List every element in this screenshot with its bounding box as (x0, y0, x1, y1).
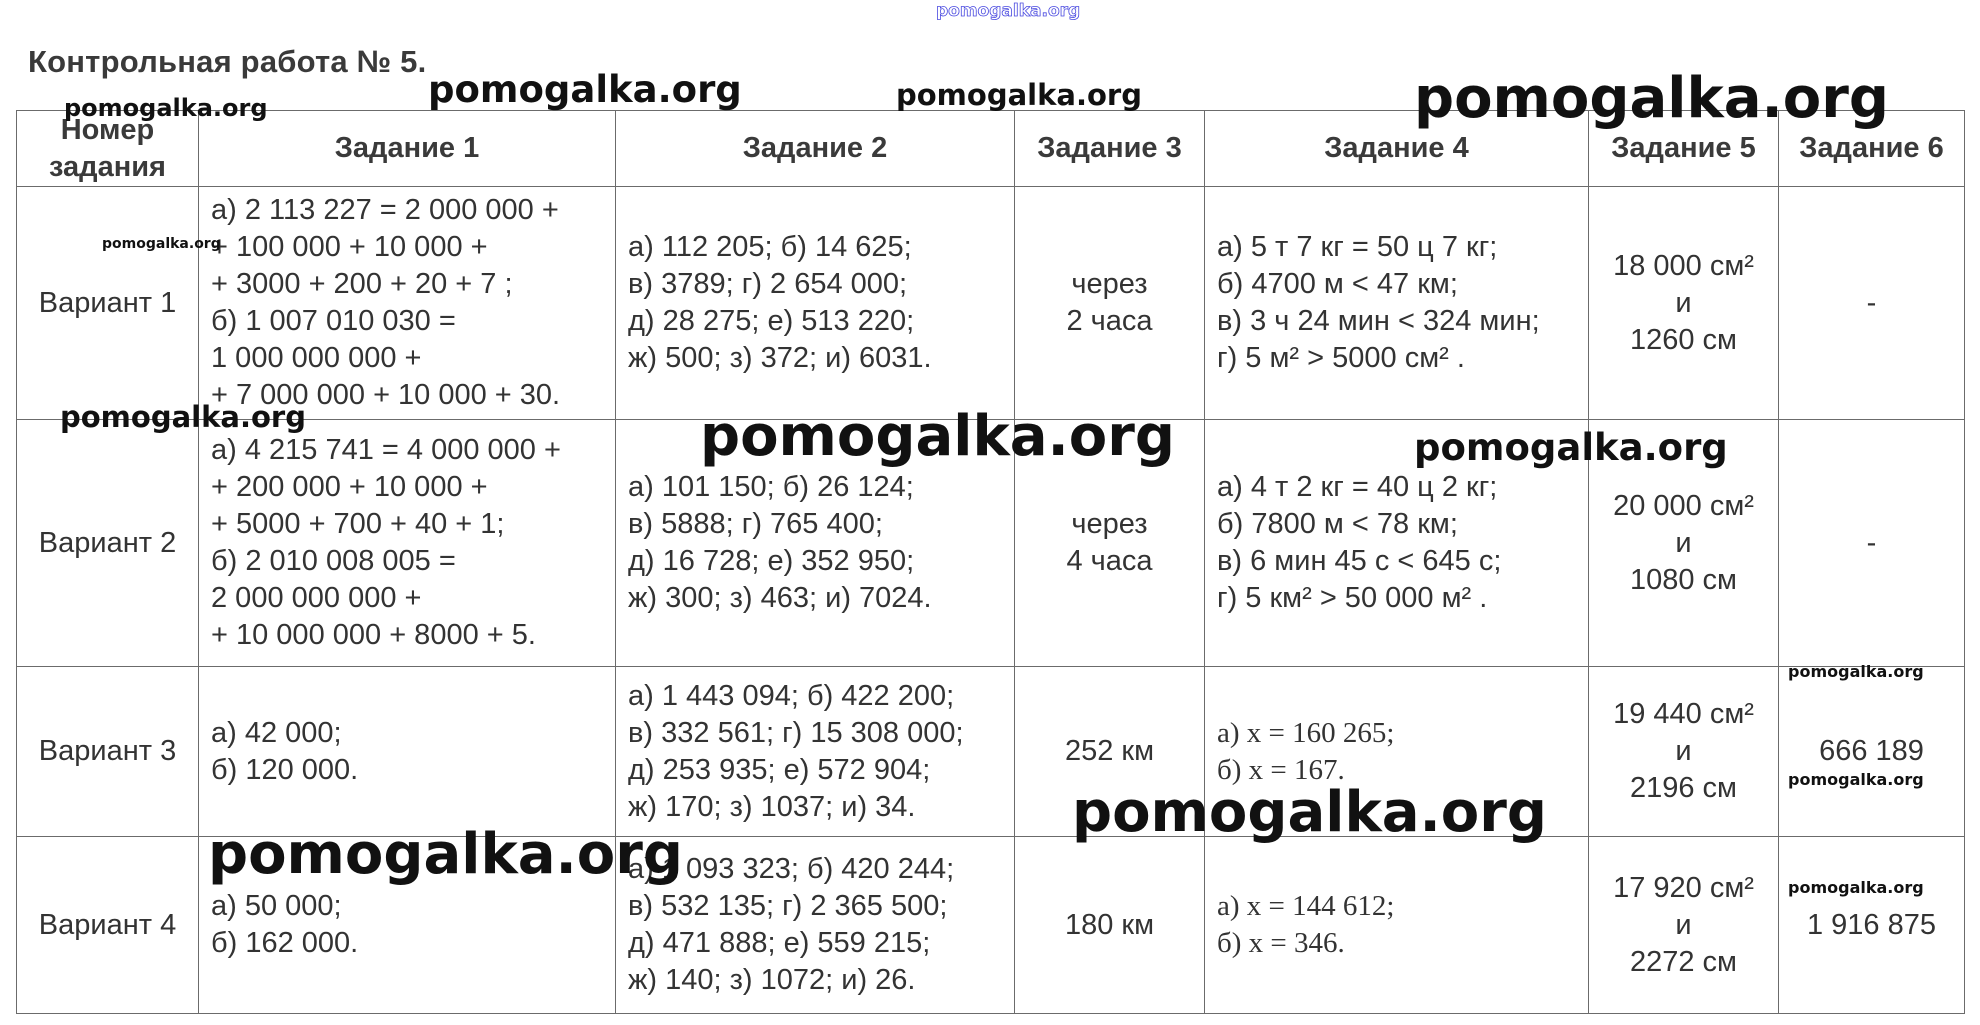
answer-line: д) 471 888; е) 559 215; (628, 927, 931, 959)
row-label: Вариант 2 (17, 420, 199, 667)
answer-line: ж) 140; з) 1072; и) 26. (628, 964, 916, 996)
answer-line: б) 120 000. (211, 753, 359, 786)
answer-line: через (1071, 508, 1148, 540)
answer-line: г) 5 км² > 50 000 м² . (1217, 582, 1488, 614)
task4-cell (1205, 187, 1589, 420)
answer-line: 2 000 000 000 + (211, 582, 422, 614)
task6-cell: 666 189 (1779, 667, 1965, 837)
answer-line: 2272 см (1629, 945, 1737, 978)
answer-line: 18 000 см² (1613, 249, 1754, 282)
watermark: pomogalka.org (1072, 780, 1547, 845)
answer-line: б) 162 000. (211, 927, 359, 959)
task5-cell (1589, 837, 1779, 1014)
answer-line: в) 332 561; г) 15 308 000; (628, 716, 964, 749)
watermark: pomogalka.org (60, 400, 306, 434)
task1-cell (199, 667, 616, 837)
header-task-2: Задание 2 (616, 111, 1015, 187)
answer-line: в) 3 ч 24 мин < 324 мин; (1217, 305, 1540, 337)
answer-line: + 10 000 000 + 8000 + 5. (211, 619, 536, 651)
task4-cell (1205, 837, 1589, 1014)
header-task-3: Задание 3 (1015, 111, 1205, 187)
answer-line: + 3000 + 200 + 20 + 7 ; (211, 268, 513, 300)
header-task-6: Задание 6 (1779, 111, 1965, 187)
answer-line: а) 5 т 7 кг = 50 ц 7 кг; (1217, 231, 1498, 263)
answer-line: а) 1 093 323; б) 420 244; (628, 853, 955, 885)
answer-line: ж) 500; з) 372; и) 6031. (628, 342, 932, 374)
answer-line: а) 4 т 2 кг = 40 ц 2 кг; (1217, 471, 1498, 503)
answer-line: 2196 см (1629, 772, 1737, 804)
answer-line: б) 7800 м < 78 км; (1217, 508, 1458, 540)
watermark: pomogalka.org (428, 68, 742, 111)
header-task-5: Задание 5 (1589, 111, 1779, 187)
answer-line: ж) 170; з) 1037; и) 34. (628, 790, 916, 823)
watermark: pomogalka.org (1788, 662, 1924, 681)
watermark: pomogalka.org (700, 404, 1175, 469)
task6-cell: 1 916 875 (1779, 837, 1965, 1014)
answer-line: 1 000 000 000 + (211, 342, 422, 374)
task2-cell (616, 667, 1015, 837)
answer-line: в) 3789; г) 2 654 000; (628, 268, 908, 300)
task5-cell (1589, 187, 1779, 420)
table-row (17, 187, 1965, 420)
watermark: pomogalka.org (896, 78, 1142, 112)
task3-cell (1015, 187, 1205, 420)
answer-line: 20 000 см² (1613, 489, 1754, 522)
answer-line: + 100 000 + 10 000 + (211, 231, 488, 263)
answer-line: б) x = 167. (1217, 753, 1345, 786)
answer-line: и (1675, 908, 1692, 941)
answer-line: ж) 300; з) 463; и) 7024. (628, 582, 932, 614)
answer-line: б) 4700 м < 47 км; (1217, 268, 1458, 300)
answer-line: 1260 см (1629, 323, 1737, 356)
header-task-4: Задание 4 (1205, 111, 1589, 187)
answer-line: + 5000 + 700 + 40 + 1; (211, 508, 505, 540)
answer-line: а) 101 150; б) 26 124; (628, 471, 914, 503)
answer-line: + 7 000 000 + 10 000 + 30. (211, 379, 561, 411)
watermark: pomogalka.org (1788, 770, 1924, 789)
watermark: pomogalka.org (1414, 66, 1889, 131)
task6-cell: - (1779, 187, 1965, 420)
answer-line: в) 532 135; г) 2 365 500; (628, 890, 948, 922)
task1-cell (199, 420, 616, 667)
task5-cell (1589, 667, 1779, 837)
watermark: pomogalka.org (64, 94, 268, 122)
answer-line: а) 50 000; (211, 890, 342, 922)
task6-cell: - (1779, 420, 1965, 667)
header-number-line: задания (49, 150, 166, 183)
answer-line: б) 2 010 008 005 = (211, 545, 456, 577)
answer-line: д) 253 935; е) 572 904; (628, 753, 931, 786)
watermark: pomogalka.org (1788, 878, 1924, 897)
answer-line: 180 км (1064, 908, 1155, 941)
header-task-1: Задание 1 (199, 111, 616, 187)
answer-line: а) 2 113 227 = 2 000 000 + (211, 194, 559, 226)
task3-cell (1015, 837, 1205, 1014)
answer-line: 17 920 см² (1613, 871, 1754, 904)
watermark: pomogalka.org (208, 822, 683, 887)
table-row (17, 667, 1965, 837)
task1-cell (199, 187, 616, 420)
answer-line: 2 часа (1066, 305, 1153, 337)
watermark: pomogalka.org (1414, 426, 1728, 469)
answer-line: и (1675, 526, 1692, 559)
answer-line: 4 часа (1066, 545, 1153, 577)
answer-line: 1080 см (1629, 563, 1737, 596)
answer-line: г) 5 м² > 5000 см² . (1217, 342, 1465, 374)
answer-line: + 200 000 + 10 000 + (211, 471, 488, 503)
watermark: pomogalka.org (102, 236, 221, 252)
page-title: Контрольная работа № 5. (28, 44, 427, 79)
answer-line: д) 16 728; е) 352 950; (628, 545, 915, 577)
answer-line: в) 5888; г) 765 400; (628, 508, 883, 540)
answer-line: и (1675, 735, 1692, 767)
answer-line: а) 112 205; б) 14 625; (628, 231, 912, 263)
answer-line: а) 1 443 094; б) 422 200; (628, 679, 955, 712)
header-number-line: Номер (60, 113, 155, 146)
top-watermark: pomogalka.org (936, 1, 1081, 21)
answer-line: д) 28 275; е) 513 220; (628, 305, 915, 337)
answer-line: б) 1 007 010 030 = (211, 305, 456, 337)
row-label: Вариант 1 (17, 187, 199, 420)
answer-line: 19 440 см² (1613, 698, 1754, 730)
answer-line: через (1071, 268, 1148, 300)
row-label: Вариант 3 (17, 667, 199, 837)
row-label: Вариант 4 (17, 837, 199, 1014)
answer-line: а) 4 215 741 = 4 000 000 + (211, 434, 561, 466)
task2-cell (616, 187, 1015, 420)
answer-line: а) x = 160 265; (1217, 716, 1395, 749)
answer-line: в) 6 мин 45 с < 645 с; (1217, 545, 1502, 577)
answer-line: б) x = 346. (1217, 927, 1345, 959)
answer-line: а) x = 144 612; (1217, 890, 1395, 922)
answer-line: и (1675, 286, 1692, 319)
answer-line: а) 42 000; (211, 716, 342, 749)
answer-line: 252 км (1064, 735, 1155, 767)
